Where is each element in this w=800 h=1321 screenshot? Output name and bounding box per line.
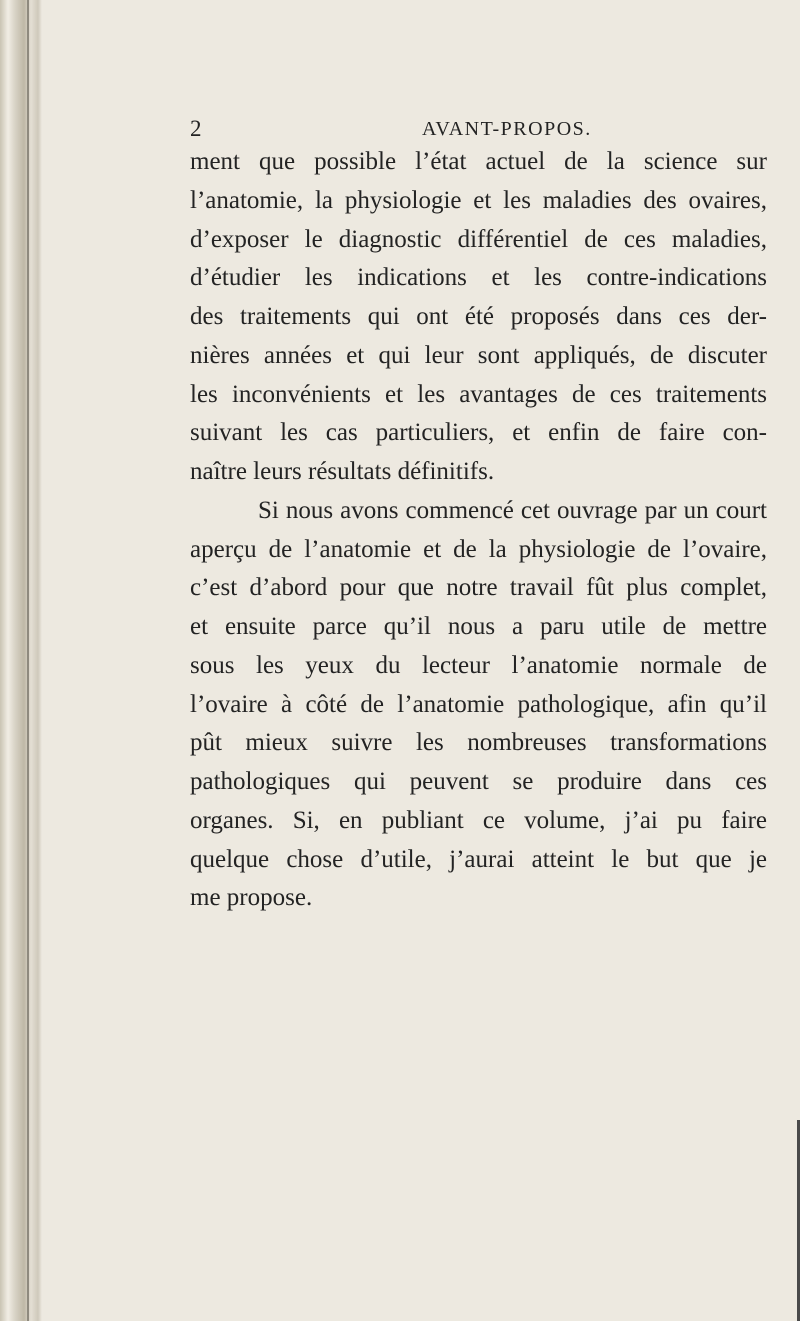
text-line: nières années et qui leur sont appliqués, de discuter (190, 341, 767, 369)
text-line: suivant les cas particuliers, et enfin de faire con- (190, 419, 767, 447)
binding-shadow-line (27, 0, 29, 1321)
text-line: organes. Si, en publiant ce volume, j’ai pu faire (190, 806, 767, 834)
running-title: AVANT-PROPOS. (422, 118, 592, 140)
text-line: et ensuite parce qu’il nous a paru utile de mettre (190, 613, 767, 640)
text-line: aperçu de l’anatomie et de la physiologie de l’ovaire, (190, 535, 767, 563)
text-line: quelque chose d’utile, j’aurai atteint le but que je (190, 845, 767, 873)
text-line: pût mieux suivre les nombreuses transformations (190, 729, 767, 757)
text-line: l’anatomie, la physiologie et les maladies des ovaires, (190, 186, 767, 214)
text-line: c’est d’abord pour que notre travail fût plus complet, (190, 574, 767, 602)
paragraph-1 (190, 143, 767, 492)
text-line: sous les yeux du lecteur l’anatomie normale de (190, 651, 767, 679)
text-line: Si nous avons commencé cet ouvrage par un court (258, 496, 767, 524)
body-text (190, 143, 767, 918)
book-binding-edge (0, 0, 42, 1321)
text-line: ment que possible l’état actuel de la science sur (190, 148, 767, 175)
page-header (190, 116, 610, 144)
text-line: pathologiques qui peuvent se produire dans ces (190, 768, 767, 795)
text-line: d’étudier les indications et les contre-indications (190, 264, 767, 292)
text-line: des traitements qui ont été proposés dans ces der- (190, 303, 767, 330)
text-line: me propose. (190, 884, 313, 912)
text-line: l’ovaire à côté de l’anatomie pathologique, afin qu’il (190, 690, 767, 718)
text-line: naître leurs résultats définitifs. (190, 458, 495, 485)
text-line: les inconvénients et les avantages de ces traitements (190, 380, 767, 408)
text-line: d’exposer le diagnostic différentiel de ces maladies, (190, 225, 767, 253)
page-number: 2 (190, 116, 202, 141)
paragraph-2 (190, 492, 767, 918)
